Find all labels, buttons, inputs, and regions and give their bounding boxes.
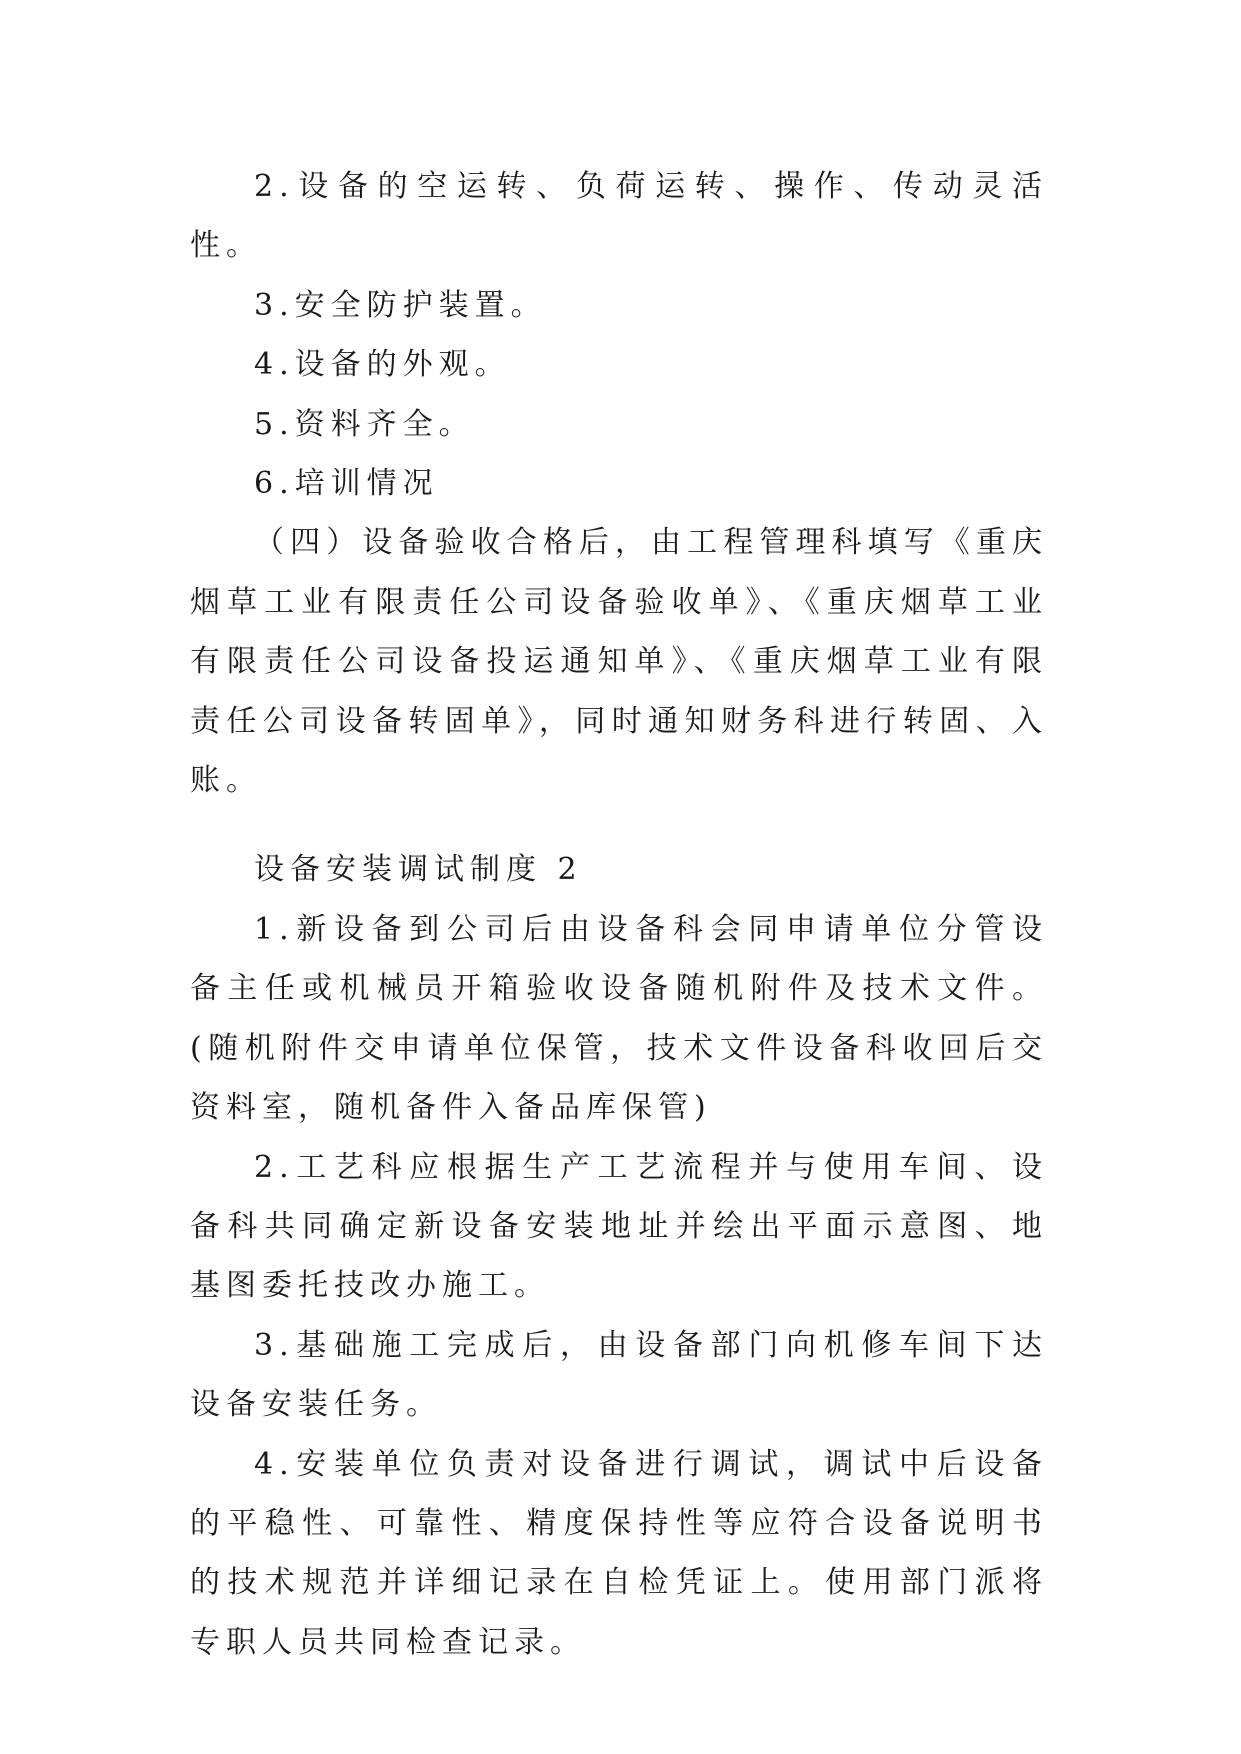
paragraph: 2.设备的空运转、负荷运转、操作、传动灵活性。 [190, 169, 1048, 264]
paragraph: 2.工艺科应根据生产工艺流程并与使用车间、设备科共同确定新设备安装地址并绘出平面示意图、地基图委托技改办施工。 [190, 1149, 1048, 1304]
paragraph: 6.培训情况 [254, 466, 439, 502]
paragraph: 3.安全防护装置。 [254, 287, 547, 323]
section-title: 设备安装调试制度 2 [254, 852, 583, 888]
document-body [190, 157, 1048, 1672]
paragraph: （四）设备验收合格后，由工程管理科填写《重庆烟草工业有限责任公司设备验收单》、《重庆烟草工业有限责任公司设备投运通知单》、《重庆烟草工业有限责任公司设备转固单》，同时通知财务科进行转固、入账。 [190, 525, 1048, 799]
paragraph: 5.资料齐全。 [254, 406, 475, 442]
paragraph: 4.安装单位负责对设备进行调试，调试中后设备的平稳性、可靠性、精度保持性等应符合设备说明书的技术规范并详细记录在自检凭证上。使用部门派将专职人员共同检查记录。 [190, 1446, 1048, 1660]
paragraph: 4.设备的外观。 [254, 347, 511, 383]
paragraph: 1.新设备到公司后由设备科会同申请单位分管设备主任或机械员开箱验收设备随机附件及技术文件。(随机附件交申请单位保管，技术文件设备科收回后交资料室，随机备件入备品库保管) [190, 911, 1048, 1126]
section-gap [190, 810, 1048, 840]
paragraph: 3.基础施工完成后，由设备部门向机修车间下达设备安装任务。 [190, 1327, 1048, 1423]
